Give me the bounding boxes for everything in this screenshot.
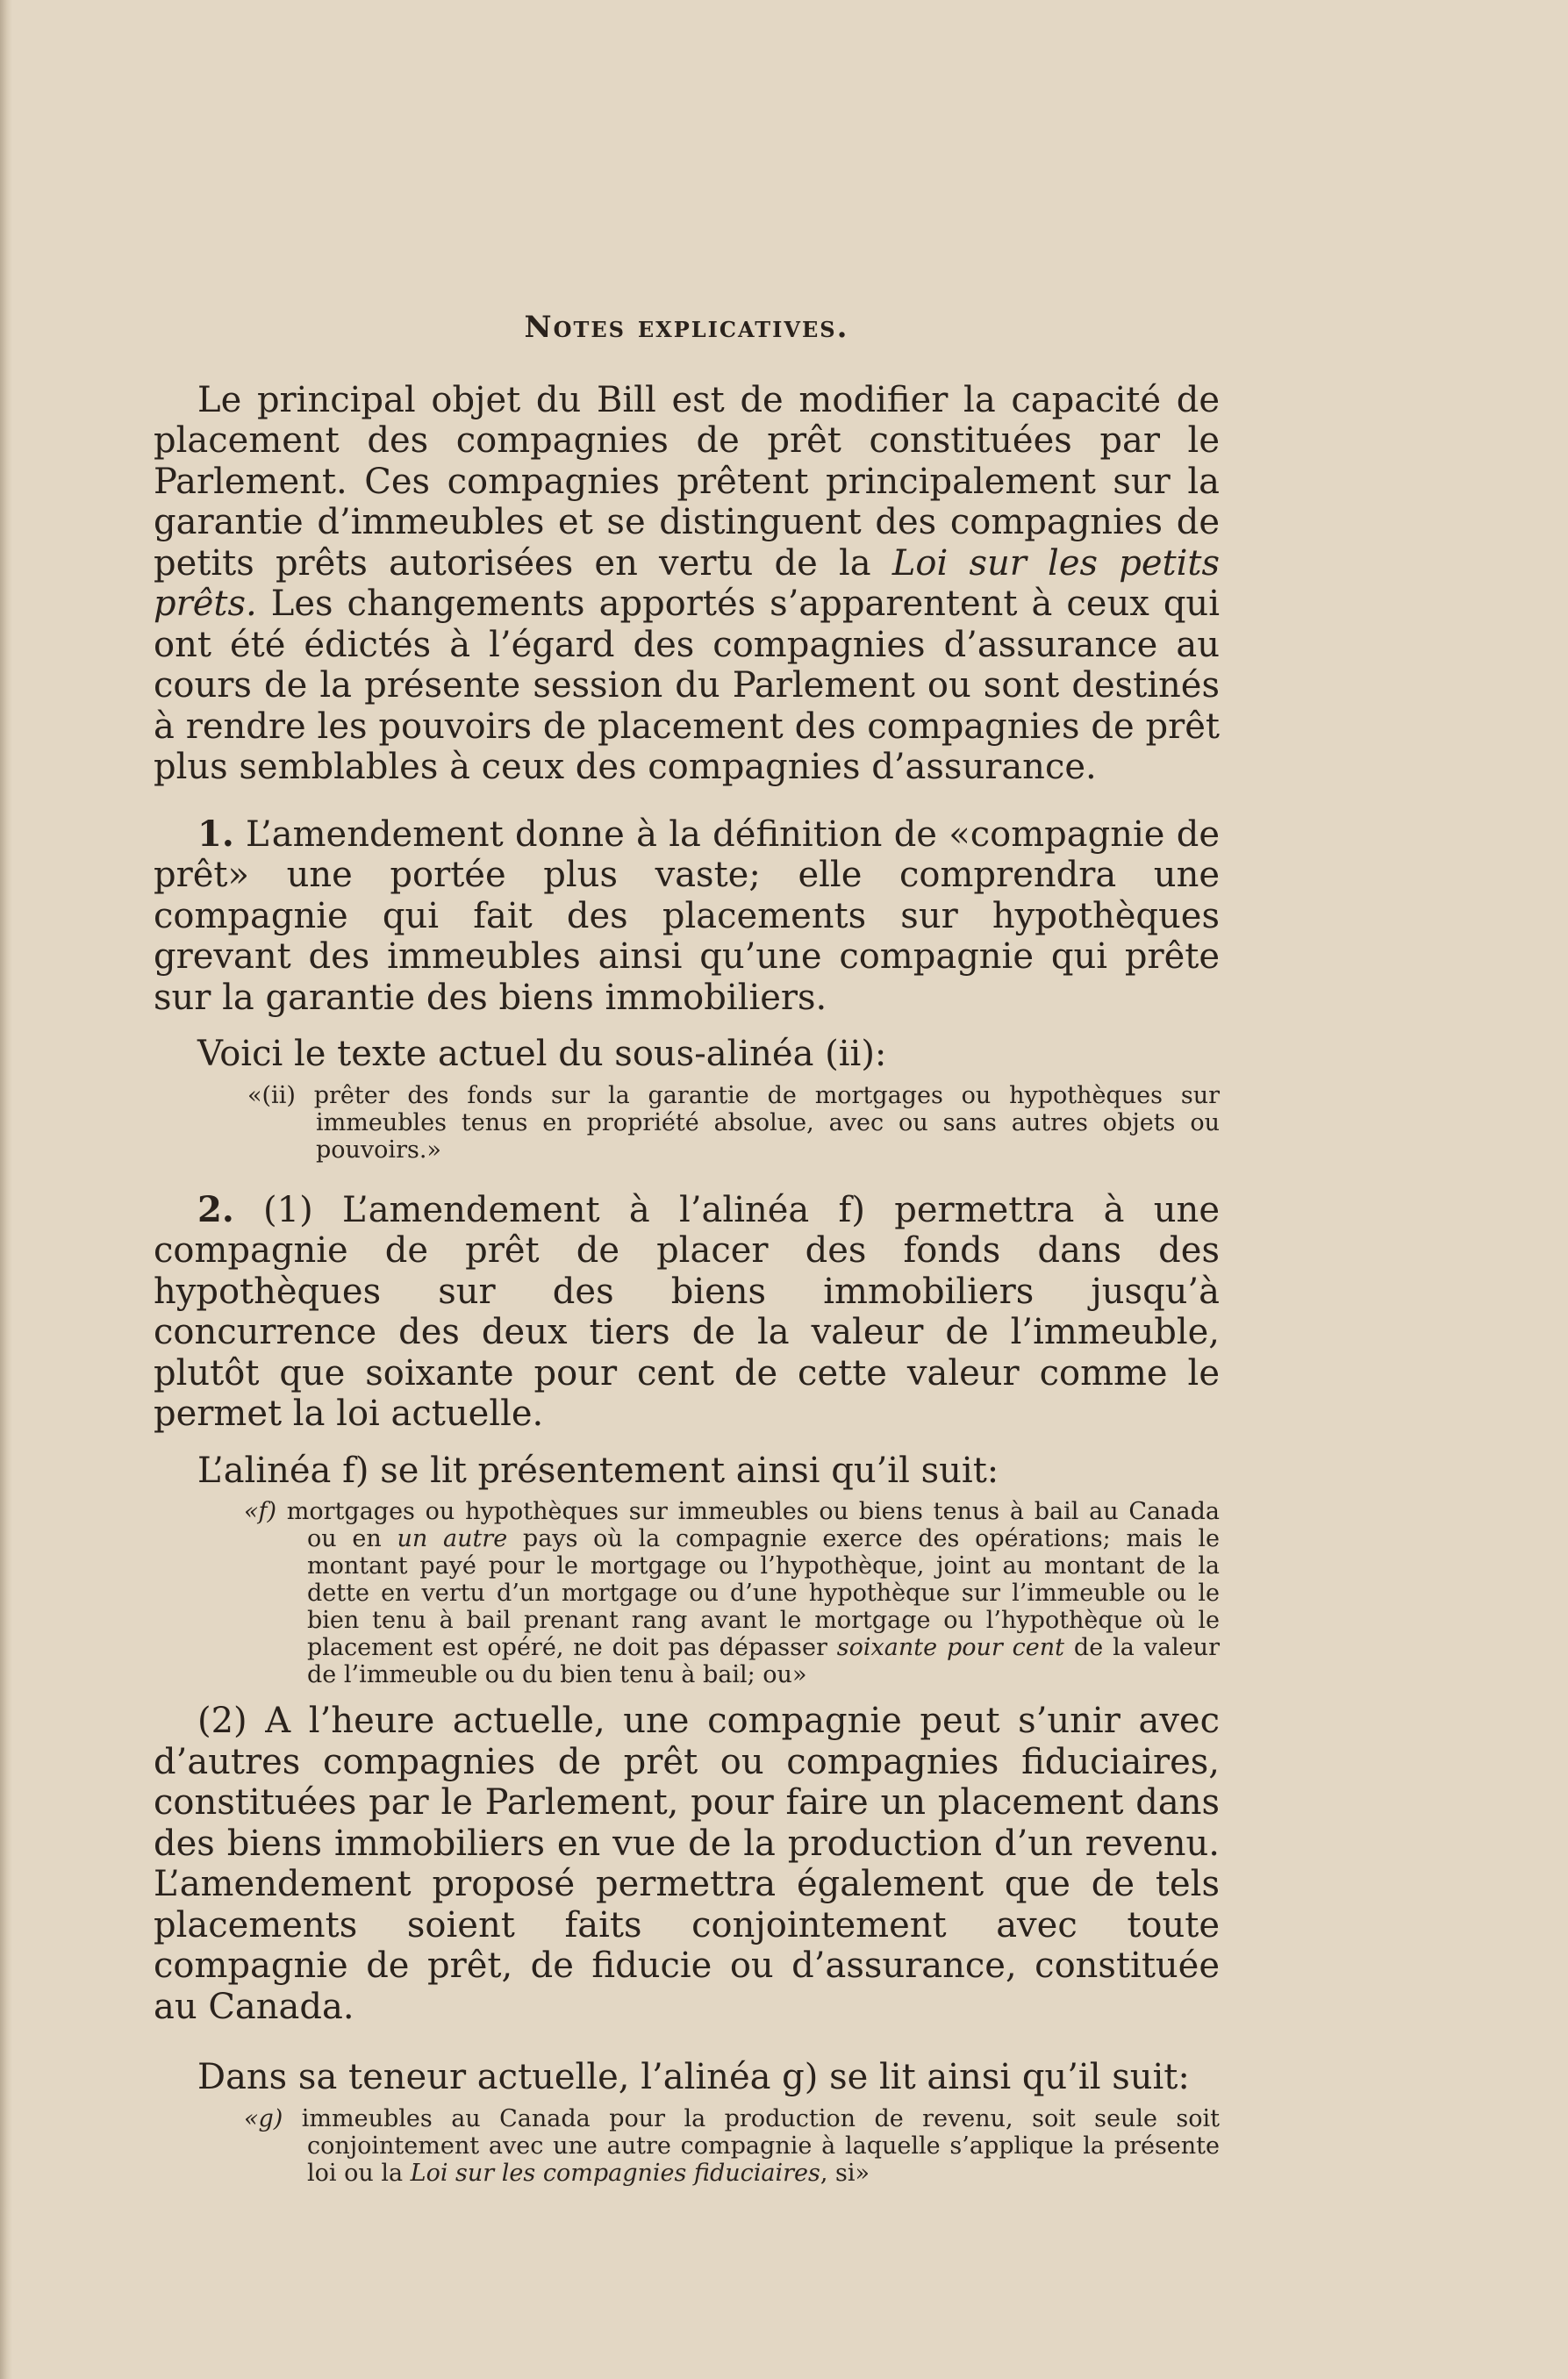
- section-1-number: 1.: [197, 813, 234, 855]
- section-2-lead-g: Dans sa teneur actuelle, l’alinéa g) se lit ainsi qu’il suit:: [197, 2057, 1190, 2097]
- quote-g-emphasis: Loi sur les compagnies fiduciaires: [410, 2159, 820, 2187]
- quote-g-text-b: , si»: [820, 2159, 870, 2187]
- quote-f-emphasis-2: soixante pour cent: [836, 1634, 1065, 1661]
- quote-g-marker: «g): [244, 2104, 283, 2132]
- section-2-quote-f: [154, 1498, 1220, 1688]
- intro-paragraph: [154, 380, 1220, 788]
- intro-text-a: Le principal objet du Bill est de modifier la capacité de placement des compagnies de prêt constituées par le Parlement. Ces compagnies prêtent principalement sur la garantie d’immeubles et se distinguent des compagnies de petits prêts autorisées en vertu de la: [154, 379, 1220, 584]
- intro-act-reference: Loi sur les petits prêts.: [154, 542, 1221, 624]
- section-1-text: L’amendement donne à la définition de «compagnie de prêt» une portée plus vaste; elle comprendra une compagnie qui fait des placements sur hypothèques grevant des immeubles ainsi qu’une compagnie qui prête sur la garantie des biens immobiliers.: [154, 813, 1220, 1018]
- section-2-text-1: (1) L’amendement à l’alinéa f) permettra à une compagnie de prêt de placer des fonds dans des hypothèques sur des biens immobiliers jusqu’à concurrence des deux tiers de la valeur de l’immeuble, plutôt que soixante pour cent de cette valeur comme le permet la loi actuelle.: [154, 1189, 1220, 1434]
- section-2-paragraph-1: [154, 1190, 1220, 1435]
- section-1-paragraph: [154, 814, 1220, 1019]
- intro-text-b: Les changements apportés s’apparentent à ceux qui ont été édictés à l’égard des compagnies d’assurance au cours de la présente session du Parlement ou sont destinés à rendre les pouvoirs de placement des compagnies de prêt plus semblables à ceux des compagnies d’assurance.: [154, 584, 1220, 787]
- section-2-quote-g: [154, 2105, 1220, 2187]
- section-2-paragraph-2: (2) A l’heure actuelle, une compagnie peut s’unir avec d’autres compagnies de prêt ou compagnies fiduciaires, constituées par le Parlement, pour faire un placement dans des biens immobiliers en vue de la production d’un revenu. L’amendement proposé permettra également que de tels placements soient faits conjointement avec toute compagnie de prêt, de fiducie ou d’assurance, constituée au Canada.: [154, 1701, 1220, 2027]
- section-1-lead: Voici le texte actuel du sous-alinéa (ii):: [197, 1034, 887, 1074]
- quote-f-emphasis-1: un autre: [397, 1525, 508, 1552]
- quote-g-text-a: immeubles au Canada pour la production de revenu, soit seule soit conjointement avec une autre compagnie à laquelle s’applique la présente loi ou la: [283, 2104, 1220, 2187]
- quote-f-text-b: pays où la compagnie exerce des opérations; mais le montant payé pour le mortgage ou l’hypothèque, joint au montant de la dette en vertu d’un mortgage ou d’une hypothèque sur l’immeuble ou le bien tenu à bail prenant rang avant le mortgage ou l’hypothèque où le placement est opéré, ne doit pas dépasser: [307, 1525, 1220, 1661]
- section-2-number: 2.: [197, 1188, 234, 1230]
- section-2-lead-f: L’alinéa f) se lit présentement ainsi qu’il suit:: [197, 1450, 999, 1491]
- page-title: Notes explicatives.: [524, 310, 849, 345]
- quote-f-marker: «f): [244, 1498, 277, 1525]
- page-edge: [0, 0, 12, 2379]
- document-body: [154, 307, 1220, 2187]
- section-1-quote: «(ii) prêter des fonds sur la garantie de mortgages ou hypothèques sur immeubles tenus en propriété absolue, avec ou sans autres objets ou pouvoirs.»: [247, 1081, 1220, 1164]
- quote-f-text-a: mortgages ou hypothèques sur immeubles ou biens tenus à bail au Canada ou en: [276, 1498, 1220, 1552]
- quote-f-text-c: de la valeur de l’immeuble ou du bien tenu à bail; ou»: [307, 1634, 1220, 1688]
